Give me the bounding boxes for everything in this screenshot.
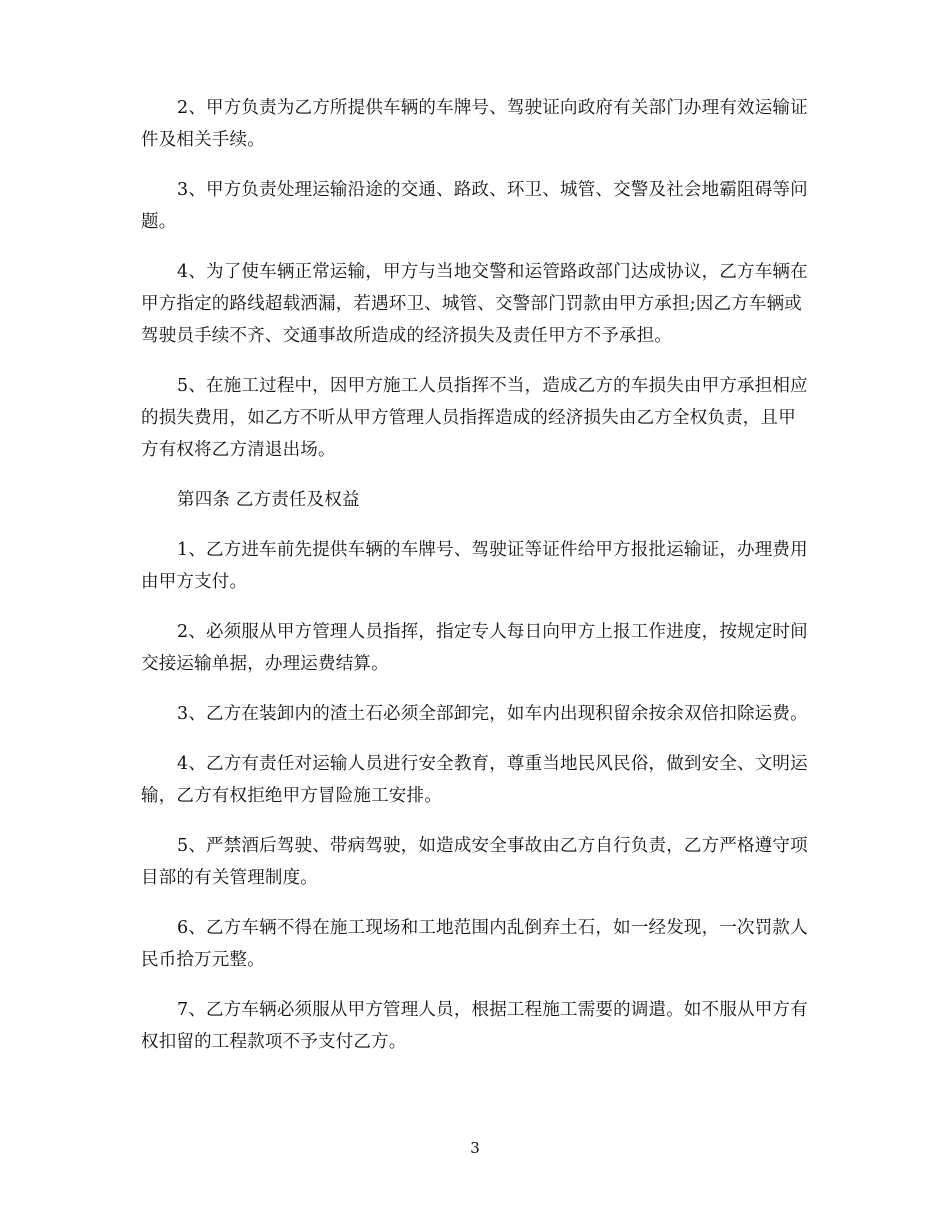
clause-paragraph: 3、甲方负责处理运输沿途的交通、路政、环卫、城管、交警及社会地霸阻碍等问题。: [141, 180, 808, 232]
clause-paragraph: 4、为了使车辆正常运输，甲方与当地交警和运管路政部门达成协议，乙方车辆在甲方指定的路线超载洒漏，若遇环卫、城管、交警部门罚款由甲方承担;因乙方车辆或驾驶员手续不齐、交通事故所造成的经济损失及责任甲方不予承担。: [141, 262, 808, 346]
document-body: [141, 92, 809, 1076]
clause-paragraph: 2、甲方负责为乙方所提供车辆的车牌号、驾驶证向政府有关部门办理有效运输证件及相关手续。: [141, 98, 808, 150]
page-number: 3: [470, 1139, 480, 1157]
section-heading: 第四条 乙方责任及权益: [177, 490, 360, 510]
clause-paragraph: 3、乙方在装卸内的渣土石必须全部卸完，如车内出现积留余按余双倍扣除运费。: [177, 704, 808, 724]
clause-paragraph: 5、严禁酒后驾驶、带病驾驶，如造成安全事故由乙方自行负责，乙方严格遵守项目部的有关管理制度。: [141, 836, 808, 888]
clause-paragraph: 4、乙方有责任对运输人员进行安全教育，尊重当地民风民俗，做到安全、文明运输，乙方有权拒绝甲方冒险施工安排。: [141, 754, 808, 806]
clause-paragraph: 5、在施工过程中，因甲方施工人员指挥不当，造成乙方的车损失由甲方承担相应的损失费用，如乙方不听从甲方管理人员指挥造成的经济损失由乙方全权负责，且甲方有权将乙方清退出场。: [141, 376, 808, 460]
clause-paragraph: 6、乙方车辆不得在施工现场和工地范围内乱倒弃土石，如一经发现，一次罚款人民币拾万元整。: [141, 918, 808, 970]
clause-paragraph: 2、必须服从甲方管理人员指挥，指定专人每日向甲方上报工作进度，按规定时间交接运输单据，办理运费结算。: [141, 622, 808, 674]
clause-paragraph: 1、乙方进车前先提供车辆的车牌号、驾驶证等证件给甲方报批运输证，办理费用由甲方支付。: [141, 540, 808, 592]
clause-paragraph: 7、乙方车辆必须服从甲方管理人员，根据工程施工需要的调遣。如不服从甲方有权扣留的工程款项不予支付乙方。: [141, 1000, 808, 1052]
